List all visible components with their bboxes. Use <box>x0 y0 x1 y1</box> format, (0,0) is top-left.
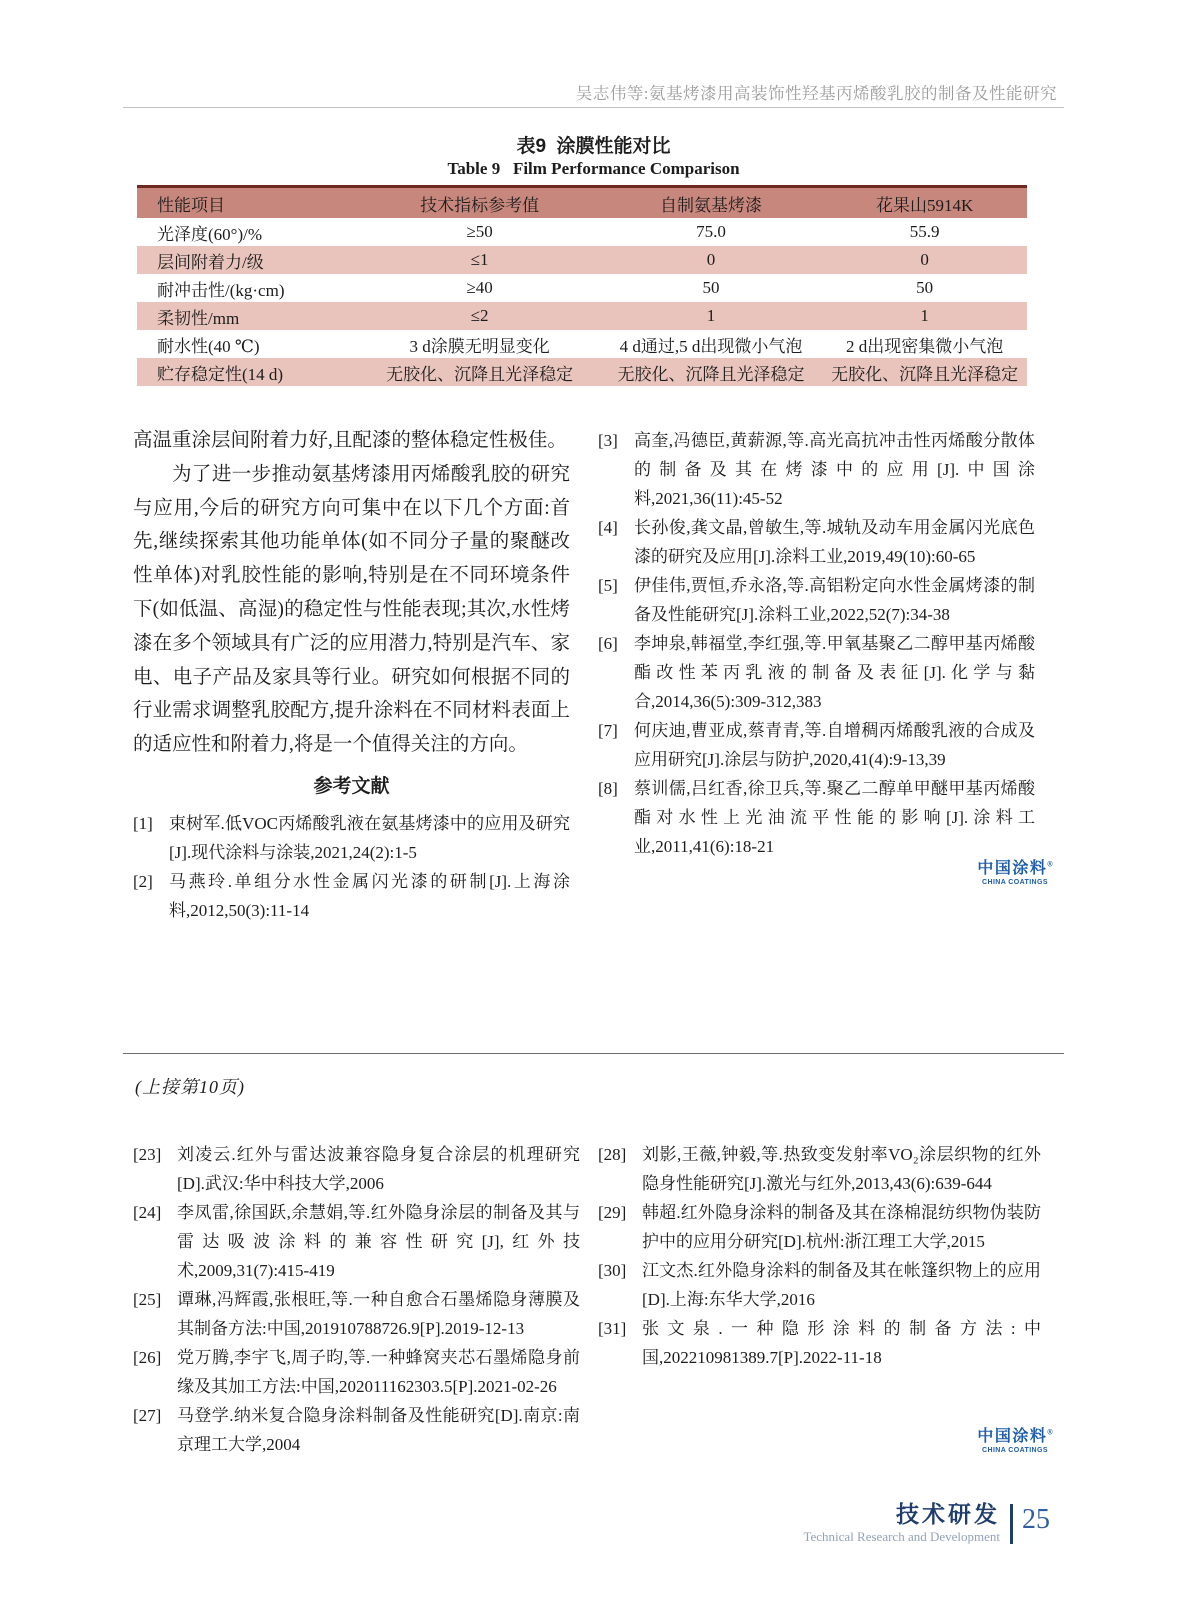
trademark-icon: ® <box>1047 1429 1053 1437</box>
reference-text: 马登学.纳米复合隐身涂料制备及性能研究[D].南京:南京理工大学,2004 <box>177 1406 580 1454</box>
reference-item <box>133 1198 580 1285</box>
footer-section-labels <box>803 1502 1000 1545</box>
reference-item <box>598 1140 1041 1198</box>
continuation-note: (上接第10页) <box>135 1077 245 1097</box>
reference-list <box>133 809 570 925</box>
reference-number: [7] <box>598 721 618 740</box>
reference-number: [30] <box>598 1261 627 1280</box>
reference-number: [27] <box>133 1406 162 1425</box>
table-cell: 50 <box>702 278 720 297</box>
column-header: 性能项目 <box>137 187 360 219</box>
reference-item <box>598 513 1035 571</box>
table-cell: 层间附着力/级 <box>137 246 360 274</box>
table-cell: ≥40 <box>466 278 493 297</box>
table-cell: 75.0 <box>696 222 726 241</box>
table-cell: 1 <box>822 302 1027 330</box>
reference-text: 谭琳,冯辉霞,张根旺,等.一种自愈合石墨烯隐身薄膜及其制备方法:中国,201910788726.9[P].2019-12-13 <box>177 1290 580 1338</box>
table-cell: ≤2 <box>360 302 600 330</box>
reference-item <box>598 774 1035 861</box>
table-cell: 贮存稳定性(14 d) <box>137 358 360 386</box>
table-cell: 0 <box>822 246 1027 274</box>
reference-text: 伊佳伟,贾恒,乔永洛,等.高铝粉定向水性金属烤漆的制备及性能研究[J].涂料工业,2022,52(7):34-38 <box>634 576 1035 624</box>
reference-item <box>598 426 1035 513</box>
reference-number: [8] <box>598 779 618 798</box>
reference-item <box>133 1343 580 1401</box>
table-cell: 3 d涂膜无明显变化 <box>409 336 550 356</box>
logo-text-en: CHINA COATINGS <box>982 1446 1048 1454</box>
table-cell: 无胶化、沉降且光泽稳定 <box>360 358 600 386</box>
continued-references-right <box>598 1140 1041 1372</box>
table-cell: 光泽度(60°)/% <box>157 224 263 244</box>
reference-item <box>598 716 1035 774</box>
table-cell: 耐水性(40 ℃) <box>157 336 260 356</box>
continued-references-left <box>133 1140 580 1459</box>
reference-text: 张文泉.一种隐形涂料的制备方法:中国,202210981389.7[P].2022-11-18 <box>642 1319 1041 1367</box>
reference-number: [2] <box>133 871 153 891</box>
body-column-right <box>598 426 1035 861</box>
reference-item <box>598 571 1035 629</box>
table-row <box>137 246 1027 274</box>
table-cell: 0 <box>600 246 823 274</box>
reference-number: [29] <box>598 1203 627 1222</box>
running-head: 吴志伟等:氨基烤漆用高装饰性羟基丙烯酸乳胶的制备及性能研究 <box>575 84 1057 103</box>
body-column-left <box>133 424 570 925</box>
page-number: 25 <box>1022 1503 1050 1535</box>
reference-number: [6] <box>598 634 618 653</box>
reference-number: [3] <box>598 431 618 450</box>
logo-text-en: CHINA COATINGS <box>982 878 1048 886</box>
table-cell: 无胶化、沉降且光泽稳定 <box>600 358 823 386</box>
table-cell: 耐冲击性/(kg·cm) <box>157 280 285 300</box>
reference-item <box>598 629 1035 716</box>
section-divider <box>123 1053 1064 1054</box>
table-cell: 55.9 <box>909 222 940 241</box>
table-cell: 2 d出现密集微小气泡 <box>846 336 1004 356</box>
reference-item <box>133 809 570 867</box>
column-header: 技术指标参考值 <box>360 187 600 219</box>
table-caption-en: Table 9 Film Performance Comparison <box>447 159 740 178</box>
table-cell: 50 <box>916 278 934 297</box>
reference-text: 党万腾,李宇飞,周子昀,等.一种蜂窝夹芯石墨烯隐身前缘及其加工方法:中国,202011162303.5[P].2021-02-26 <box>177 1348 580 1396</box>
reference-text: 李凤雷,徐国跃,余慧娟,等.红外隐身涂层的制备及其与雷达吸波涂料的兼容性研究[J],红外技术,2009,31(7):415-419 <box>177 1203 580 1280</box>
reference-number: [24] <box>133 1203 162 1222</box>
reference-number: [31] <box>598 1319 627 1338</box>
reference-number: [28] <box>598 1145 627 1164</box>
footer-section-zh: 技术研发 <box>896 1501 1000 1527</box>
reference-number: [23] <box>133 1145 162 1164</box>
china-coatings-logo <box>955 1428 1075 1455</box>
logo-text-zh: 中国涂料® <box>977 860 1053 877</box>
reference-item <box>133 1285 580 1343</box>
reference-item <box>598 1256 1041 1314</box>
reference-text: 刘影,王薇,钟毅,等.热致变发射率VO₂涂层织物的红外隐身性能研究[J].激光与红外,2013,43(6):639-644 <box>642 1145 1041 1193</box>
reference-item <box>133 1140 580 1198</box>
references-heading: 参考文献 <box>313 775 390 797</box>
reference-item <box>133 867 570 925</box>
table-cell: 1 <box>600 302 823 330</box>
table-row <box>137 358 1027 386</box>
reference-number: [4] <box>598 518 618 537</box>
reference-number: [1] <box>133 813 153 833</box>
table-row <box>137 274 1027 302</box>
film-performance-table <box>137 185 1027 386</box>
table-cell: 柔韧性/mm <box>137 302 360 330</box>
china-coatings-logo <box>955 860 1075 887</box>
footer-separator-bar <box>1010 1504 1013 1544</box>
column-header: 自制氨基烤漆 <box>600 187 823 219</box>
footer-section-en: Technical Research and Development <box>803 1529 1000 1545</box>
table-cell: ≥50 <box>466 222 493 241</box>
column-header: 花果山5914K <box>822 187 1027 219</box>
reference-number: [5] <box>598 576 618 595</box>
reference-text: 马燕玲.单组分水性金属闪光漆的研制[J].上海涂料,2012,50(3):11-14 <box>169 871 570 920</box>
reference-text: 高奎,冯德臣,黄薪源,等.高光高抗冲击性丙烯酸分散体的制备及其在烤漆中的应用[J].中国涂料,2021,36(11):45-52 <box>634 431 1035 508</box>
reference-number: [26] <box>133 1348 162 1367</box>
page-footer <box>803 1502 1050 1545</box>
header-rule <box>123 107 1064 108</box>
reference-text: 江文杰.红外隐身涂料的制备及其在帐篷织物上的应用[D].上海:东华大学,2016 <box>642 1261 1041 1309</box>
reference-text: 束树军.低VOC丙烯酸乳液在氨基烤漆中的应用及研究[J].现代涂料与涂装,2021,24(2):1-5 <box>169 813 570 862</box>
reference-text: 蔡训儒,吕红香,徐卫兵,等.聚乙二醇单甲醚甲基丙烯酸酯对水性上光油流平性能的影响[J].涂料工业,2011,41(6):18-21 <box>634 779 1035 856</box>
table-row <box>137 302 1027 330</box>
table-cell: 无胶化、沉降且光泽稳定 <box>822 358 1027 386</box>
logo-text-zh: 中国涂料® <box>977 1428 1053 1445</box>
trademark-icon: ® <box>1047 861 1053 869</box>
table-header-row <box>137 187 1027 219</box>
reference-text: 何庆迪,曹亚成,蔡青青,等.自增稠丙烯酸乳液的合成及应用研究[J].涂层与防护,2020,41(4):9-13,39 <box>634 721 1035 769</box>
reference-item <box>598 1198 1041 1256</box>
reference-item <box>598 1314 1041 1372</box>
reference-text: 韩超.红外隐身涂料的制备及其在涤棉混纺织物伪装防护中的应用分研究[D].杭州:浙江理工大学,2015 <box>642 1203 1041 1251</box>
table-row <box>137 330 1027 358</box>
reference-number: [25] <box>133 1290 162 1309</box>
table-caption-zh: 表9 涂膜性能对比 <box>516 136 671 157</box>
table-cell: ≤1 <box>360 246 600 274</box>
table-row <box>137 218 1027 246</box>
reference-text: 李坤泉,韩福堂,李红强,等.甲氧基聚乙二醇甲基丙烯酸酯改性苯丙乳液的制备及表征[J].化学与黏合,2014,36(5):309-312,383 <box>634 634 1035 711</box>
paragraph: 为了进一步推动氨基烤漆用丙烯酸乳胶的研究与应用,今后的研究方向可集中在以下几个方面:首先,继续探索其他功能单体(如不同分子量的聚醚改性单体)对乳胶性能的影响,特别是在不同环境条件下(如低温、高湿)的稳定性与性能表现;其次,水性烤漆在多个领域具有广泛的应用潜力,特别是汽车、家电、电子产品及家具等行业。研究如何根据不同的行业需求调整乳胶配方,提升涂料在不同材料表面上的适应性和附着力,将是一个值得关注的方向。 <box>133 463 570 756</box>
reference-text: 长孙俊,龚文晶,曾敏生,等.城轨及动车用金属闪光底色漆的研究及应用[J].涂料工业,2019,49(10):60-65 <box>634 518 1035 566</box>
paragraph: 高温重涂层间附着力好,且配漆的整体稳定性极佳。 <box>133 430 567 451</box>
reference-item <box>133 1401 580 1459</box>
reference-text: 刘凌云.红外与雷达波兼容隐身复合涂层的机理研究[D].武汉:华中科技大学,2006 <box>177 1145 580 1193</box>
table-cell: 4 d通过,5 d出现微小气泡 <box>619 336 803 356</box>
